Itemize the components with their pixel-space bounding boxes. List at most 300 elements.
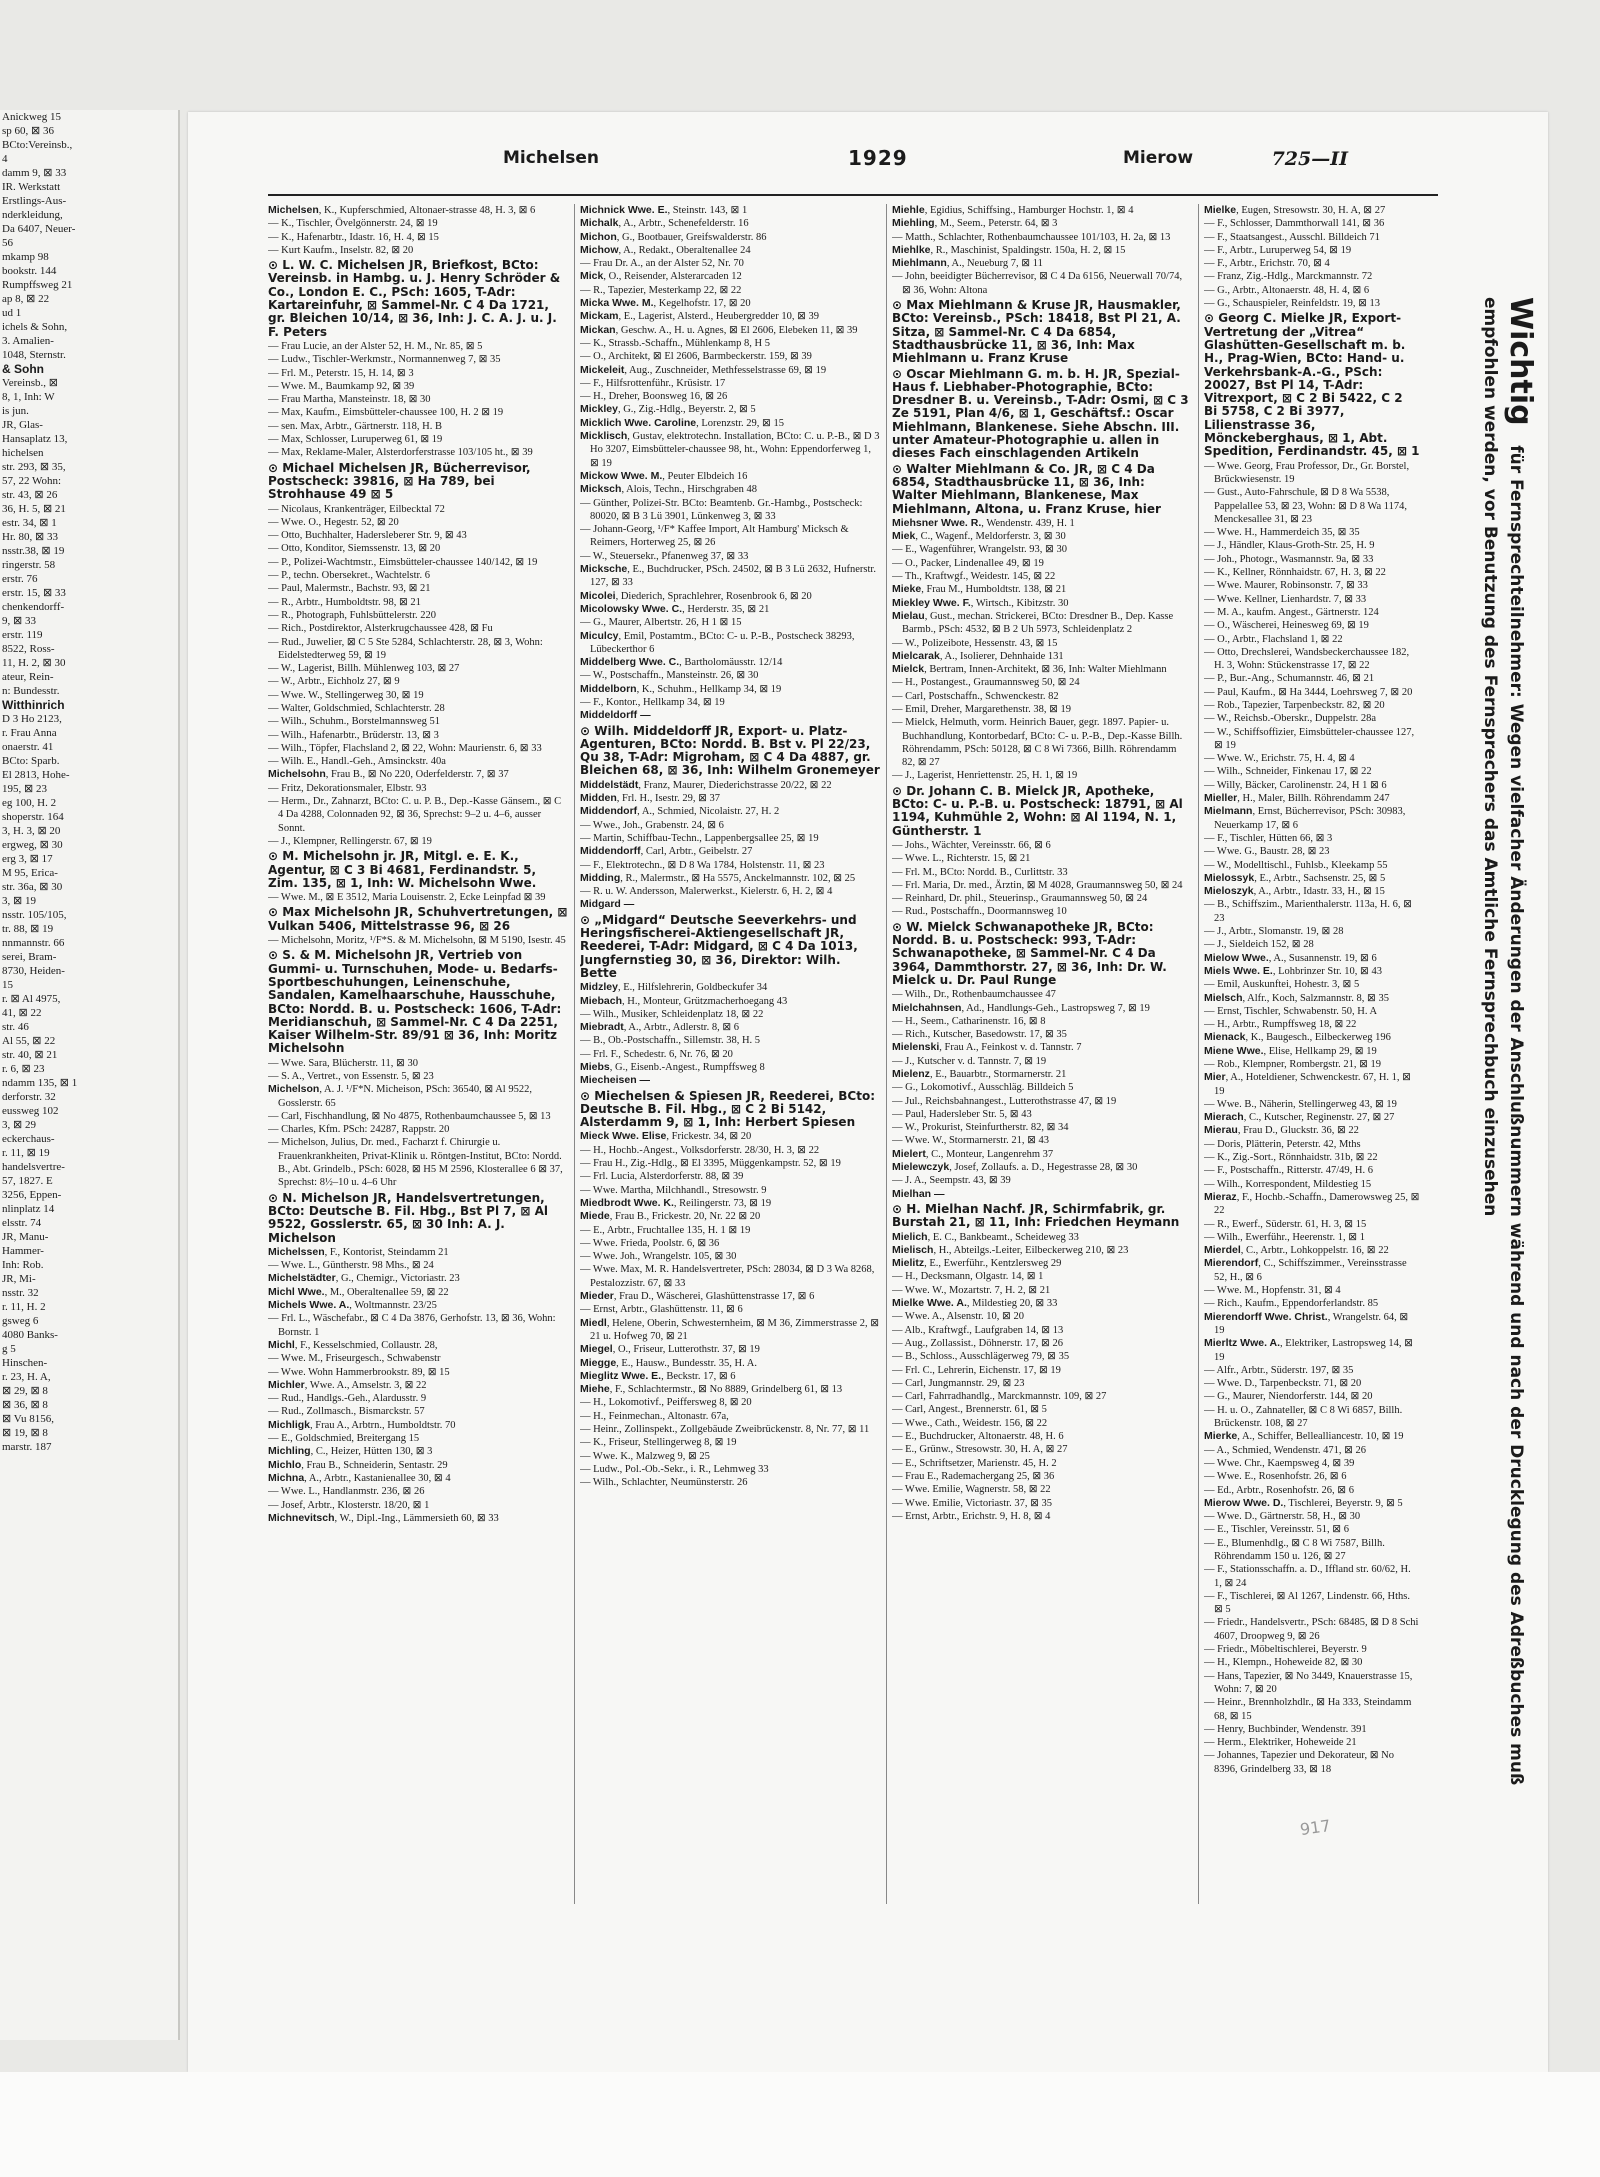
- directory-entry: — Wwe. Max, M. R. Handelsvertreter, PSch: 28034, ⊠ D 3 Wa 8268, Pestalozzistr. 67, ⊠ 33: [580, 1264, 875, 1289]
- directory-entry: — Wilh., Musiker, Schleidenplatz 18, ⊠ 22: [580, 1008, 764, 1020]
- directory-entry: — Wwe. Wohn Hammerbrookstr. 89, ⊠ 15: [268, 1366, 450, 1378]
- directory-entry: — F., Hilfsrottenführ., Krüsistr. 17: [580, 377, 726, 389]
- directory-entry: Mier, A., Hoteldiener, Schwenckestr. 67, H. 1, ⊠ 19: [1204, 1071, 1411, 1097]
- directory-entry: — W., Lagerist, Billh. Mühlenweg 103, ⊠ 27: [268, 663, 460, 675]
- directory-entry: — Günther, Polizei-Str. BCto: Beamtenb. Gr.-Hambg., Postscheck: 80020, ⊠ B 3 Lü 3901, Lünkenweg 3, ⊠ 33: [580, 497, 863, 522]
- directory-entry: — sen. Max, Arbtr., Gärtnerstr. 118, H. B: [268, 420, 443, 432]
- directory-entry: — R., Ewerf., Süderstr. 61, H. 3, ⊠ 15: [1204, 1218, 1367, 1230]
- directory-entry: — O., Arbtr., Flachsland 1, ⊠ 22: [1204, 633, 1343, 645]
- directory-entry: Micolowsky Wwe. C., Herderstr. 35, ⊠ 21: [580, 602, 770, 615]
- fragment-line: r. Frau Anna: [2, 727, 57, 739]
- directory-entry: — G., Arbtr., Altonaerstr. 48, H. 4, ⊠ 6: [1204, 284, 1370, 296]
- directory-entry: — Rich., Kaufm., Eppendorferlandstr. 85: [1204, 1298, 1379, 1310]
- directory-column-3: [892, 204, 1192, 1904]
- fragment-line: 8730, Heiden-: [2, 965, 65, 977]
- directory-entry: Miebach, H., Monteur, Grützmacherhoegang 43: [580, 994, 788, 1007]
- directory-entry: — Alfr., Arbtr., Süderstr. 197, ⊠ 35: [1204, 1364, 1354, 1376]
- fragment-line: 41, ⊠ 22: [2, 1007, 42, 1019]
- fragment-line: eg 100, H. 2: [2, 797, 57, 809]
- directory-entry: — Emil, Auskunftei, Hohestr. 3, ⊠ 5: [1204, 979, 1360, 991]
- directory-entry: — H., Seem., Catharinenstr. 16, ⊠ 8: [892, 1015, 1046, 1027]
- directory-entry: — Johann-Georg, ¹/F* Kaffee Import, Alt Hamburg' Micksch & Reimers, Horterweg 25, ⊠ 26: [580, 524, 849, 549]
- fragment-line: r. 23, H. A,: [2, 1371, 51, 1383]
- directory-entry: — Wwe. Martha, Milchhandl., Stresowstr. 9: [580, 1184, 767, 1196]
- directory-entry: — Wwe. L., Güntherstr. 98 Mhs., ⊠ 24: [268, 1260, 434, 1272]
- fragment-line: is jun.: [2, 405, 29, 417]
- fragment-line: eckerchaus-: [2, 1133, 55, 1145]
- directory-entry: — Wwe. E., Rosenhofstr. 26, ⊠ 6: [1204, 1471, 1347, 1483]
- fragment-line: Inh: Rob.: [2, 1259, 44, 1271]
- fragment-line: JR, Mi-: [2, 1273, 36, 1285]
- directory-entry: — Johannes, Tapezier und Dekorateur, ⊠ No 8396, Grindelberg 33, ⊠ 18: [1204, 1750, 1394, 1775]
- directory-entry: — Wwe. W., Stormarnerstr. 21, ⊠ 43: [892, 1135, 1050, 1147]
- directory-entry: Mierke, A., Schiffer, Bellealliancestr. 10, ⊠ 19: [1204, 1430, 1404, 1443]
- directory-entry: — R. u. W. Andersson, Malerwerkst., Kielerstr. 6, H. 2, ⊠ 4: [580, 886, 833, 898]
- directory-entry: — Friedr., Handelsvertr., PSch: 68485, ⊠ D 8 Schi 4607, Droopweg 9, ⊠ 26: [1204, 1617, 1419, 1642]
- directory-entry: — Matth., Schlachter, Rothenbaumchaussee 101/103, H. 2a, ⊠ 13: [892, 231, 1171, 243]
- directory-entry: Michow, A., Redakt., Oberaltenallee 24: [580, 243, 751, 256]
- directory-entry: — W., Steuersekr., Pfanenweg 37, ⊠ 33: [580, 550, 749, 562]
- fragment-line: ringerstr. 58: [2, 559, 56, 571]
- directory-entry: — Wwe. L., Handlanmstr. 236, ⊠ 26: [268, 1486, 425, 1498]
- directory-entry: — W., Postschaffn., Mansteinstr. 26, ⊠ 30: [580, 670, 759, 682]
- directory-entry: Mielenz, E., Bauarbtr., Stormarnerstr. 21: [892, 1068, 1067, 1080]
- fragment-line: tr. 88, ⊠ 19: [2, 923, 54, 935]
- directory-entry: Miegel, O., Friseur, Lutterothstr. 37, ⊠ 19: [580, 1343, 760, 1356]
- directory-entry: Mielisch, H., Abteilgs.-Leiter, Eilbeckerweg 210, ⊠ 23: [892, 1243, 1129, 1256]
- business-advertisement: ⊙ H. Mielhan Nachf. JR, Schirmfabrik, gr. Burstah 21, ⊠ 11, Inh: Friedchen Heymann: [892, 1201, 1180, 1230]
- directory-entry: — Wwe. Emilie, Victoriastr. 37, ⊠ 35: [892, 1497, 1053, 1509]
- directory-entry: Middelberg Wwe. C., Bartholomäusstr. 12/14: [580, 656, 783, 669]
- directory-entry: Micksch, Alois, Techn., Hirschgraben 48: [580, 483, 757, 496]
- directory-entry: — Johs., Wächter, Vereinsstr. 66, ⊠ 6: [892, 839, 1051, 851]
- fragment-line: erstr. 15, ⊠ 33: [2, 587, 66, 599]
- directory-entry: Miegge, E., Hausw., Bundesstr. 35, H. A.: [580, 1356, 757, 1369]
- fragment-line: bookstr. 144: [2, 265, 57, 277]
- directory-entry: — K., Strassb.-Schaffn., Mühlenkamp 8, H 5: [580, 337, 770, 349]
- fragment-line: nnmannstr. 66: [2, 937, 65, 949]
- directory-entry: Michlo, Frau B., Schneiderin, Sentastr. 29: [268, 1458, 448, 1471]
- directory-entry: — S. A., Vertret., von Essenstr. 5, ⊠ 23: [268, 1071, 434, 1082]
- business-advertisement: ⊙ Wilh. Middeldorff JR, Export- u. Platz-Agenturen, BCto: Nordd. B. Bst v. Pl 22/23, Qu 38, T-Adr: Migroham, ⊠ C 4 Da 4887, gr. Bleichen 68, ⊠ 36, Inh: Wilhelm Gronemeyer: [580, 723, 880, 778]
- directory-entry: — H., Hochb.-Angest., Volksdorferstr. 28/30, H. 3, ⊠ 22: [580, 1144, 820, 1156]
- fragment-line: erstr. 119: [2, 629, 43, 641]
- directory-entry: — G., Maurer, Albertstr. 26, H 1 ⊠ 15: [580, 617, 742, 629]
- directory-entry: Miehe, F., Schlachtermstr., ⊠ No 8889, Grindelberg 61, ⊠ 13: [580, 1383, 843, 1396]
- directory-entry: Mickan, Geschw. A., H. u. Agnes, ⊠ El 2606, Elebeken 11, ⊠ 39: [580, 323, 858, 336]
- directory-entry: — Paul, Malermstr., Bachstr. 93, ⊠ 21: [268, 583, 431, 595]
- column-divider: [886, 204, 887, 1904]
- directory-page: [188, 112, 1548, 2072]
- directory-entry: Miek, C., Wagenf., Meldorferstr. 3, ⊠ 30: [892, 530, 1066, 543]
- directory-entry: — K., Zig.-Sort., Rönnhaidstr. 31b, ⊠ 22: [1204, 1152, 1378, 1164]
- directory-entry: — J. A., Seempstr. 43, ⊠ 39: [892, 1175, 1011, 1187]
- directory-entry: Mielow Wwe., A., Susannenstr. 19, ⊠ 6: [1204, 951, 1377, 964]
- directory-entry: Miebs, G., Eisenb.-Angest., Rumpffsweg 8: [580, 1061, 765, 1073]
- directory-entry: Michler, Wwe. A., Amselstr. 3, ⊠ 22: [268, 1378, 427, 1391]
- directory-entry: Midding, R., Malermstr., ⊠ Ha 5575, Anckelmannstr. 102, ⊠ 25: [580, 871, 856, 884]
- directory-entry: — G., Schauspieler, Reinfeldstr. 19, ⊠ 13: [1204, 298, 1381, 310]
- fragment-line: serei, Bram-: [2, 951, 57, 963]
- directory-entry: Mickley, G., Zig.-Hdlg., Beyerstr. 2, ⊠ 5: [580, 403, 756, 416]
- directory-entry: — Frau H., Zig.-Hdlg., ⊠ El 3395, Müggenkampstr. 52, ⊠ 19: [580, 1158, 841, 1170]
- directory-entry: — Wwe. W., Mozartstr. 7, H. 2, ⊠ 21: [892, 1284, 1051, 1296]
- directory-entry: Midden, Frl. H., Isestr. 29, ⊠ 37: [580, 792, 721, 805]
- directory-entry: — J., Sieldeich 152, ⊠ 28: [1204, 939, 1314, 951]
- directory-entry: — R., Tapezier, Mesterkamp 22, ⊠ 22: [580, 284, 742, 296]
- directory-entry: — Herm., Dr., Zahnarzt, BCto: C. u. P. B., Dep.-Kasse Gänsem., ⊠ C 4 Da 4288, Colonnaden 92, ⊠ 36, Sprechst: 9–2 u. 4–6, ausser Sonnt.: [268, 796, 562, 834]
- directory-entry: — Heinr., Zollinspekt., Zollgebäude Zweibrückenstr. 8, Nr. 77, ⊠ 11: [580, 1424, 870, 1436]
- directory-entry: Michnevitsch, W., Dipl.-Ing., Lämmersieth 60, ⊠ 33: [268, 1511, 499, 1524]
- pencil-note: 917: [1298, 1815, 1332, 1840]
- fragment-line: Erstlings-Aus-: [2, 195, 67, 207]
- directory-entry: — H., Klempn., Hoheweide 82, ⊠ 30: [1204, 1657, 1363, 1669]
- directory-entry: — Wwe. Sara, Blücherstr. 11, ⊠ 30: [268, 1057, 418, 1069]
- directory-entry: Michon, G., Bootbauer, Greifswalderstr. 86: [580, 230, 767, 243]
- directory-entry: — Otto, Buchhalter, Hadersleberer Str. 9, ⊠ 43: [268, 530, 467, 542]
- business-advertisement: ⊙ Dr. Johann C. B. Mielck JR, Apotheke, BCto: C- u. P.-B. u. Postscheck: 18791, ⊠ Al 1194, Kuhmühle 2, Wohn: ⊠ Al 1194, N. 1, Güntherstr. 1: [892, 783, 1183, 838]
- directory-entry: — Wilh., Korrespondent, Mildestieg 15: [1204, 1178, 1372, 1190]
- directory-entry: — Wilh., Schlachter, Neumünsterstr. 26: [580, 1477, 748, 1489]
- directory-entry: — Frl. F., Schedestr. 6, Nr. 76, ⊠ 20: [580, 1048, 733, 1060]
- directory-entry: Mielewczyk, Josef, Zollaufs. a. D., Hegestrasse 28, ⊠ 30: [892, 1161, 1138, 1174]
- directory-entry: — Wwe. Chr., Kaempsweg 4, ⊠ 39: [1204, 1457, 1355, 1469]
- business-advertisement: ⊙ N. Michelson JR, Handelsvertretungen, BCto: Deutsche B. Fil. Hbg., Bst Pl 7, ⊠ Al 9522, Gosslerstr. 65, ⊠ 30 Inh: A. J. Michelson: [268, 1190, 548, 1245]
- fragment-line: 4: [2, 153, 8, 165]
- directory-entry: Miehlke, R., Maschinist, Spaldingstr. 150a, H. 2, ⊠ 15: [892, 243, 1126, 256]
- fragment-line: Al 55, ⊠ 22: [2, 1035, 56, 1047]
- fragment-line: shoperstr. 164: [2, 811, 64, 823]
- fragment-line: erstr. 76: [2, 573, 38, 585]
- directory-entry: — Paul, Hadersleber Str. 5, ⊠ 43: [892, 1108, 1032, 1120]
- directory-entry: Michna, A., Arbtr., Kastanienallee 30, ⊠ 4: [268, 1471, 451, 1484]
- directory-entry: — E., Tischler, Vereinsstr. 51, ⊠ 6: [1204, 1524, 1349, 1536]
- directory-entry: — J., Arbtr., Slomanstr. 19, ⊠ 28: [1204, 926, 1344, 938]
- directory-entry: — W., Modelltischl., Fuhlsb., Kleekamp 55: [1204, 859, 1388, 871]
- directory-entry: — Rob., Tapezier, Tarpenbeckstr. 82, ⊠ 20: [1204, 699, 1385, 711]
- fragment-line: ud 1: [2, 307, 22, 319]
- fragment-line: 195, ⊠ 23: [2, 783, 47, 795]
- directory-entry: — Carl, Postschaffn., Schwenckestr. 82: [892, 690, 1059, 702]
- fragment-line: Witthinrich: [2, 698, 65, 712]
- directory-entry: — Wwe. W., Stellingerweg 30, ⊠ 19: [268, 689, 424, 701]
- fragment-line: r. ⊠ Al 4975,: [2, 993, 61, 1005]
- directory-entry: Mierendorff Wwe. Christ., Wrangelstr. 64, ⊠ 19: [1204, 1310, 1409, 1336]
- directory-entry: Michnick Wwe. E., Steinstr. 143, ⊠ 1: [580, 204, 748, 216]
- fragment-line: nderkleidung,: [2, 209, 63, 221]
- header-last-name: Mierow: [1123, 148, 1194, 168]
- fragment-line: ndamm 135, ⊠ 1: [2, 1077, 78, 1089]
- fragment-line: Anickweg 15: [2, 111, 61, 123]
- directory-entry: — Hans, Tapezier, ⊠ No 3449, Knauerstrasse 15, Wohn: 7, ⊠ 20: [1204, 1670, 1413, 1695]
- directory-entry: — J., Händler, Klaus-Groth-Str. 25, H. 9: [1204, 540, 1375, 552]
- fragment-line: ⊠ Vu 8156,: [2, 1413, 55, 1425]
- fragment-line: hichelsen: [2, 447, 44, 459]
- directory-entry: — Wwe., Joh., Grabenstr. 24, ⊠ 6: [580, 819, 724, 831]
- directory-entry: — R., Arbtr., Humboldtstr. 98, ⊠ 21: [268, 596, 421, 608]
- directory-entry: Miehle, Egidius, Schiffsing., Hamburger Hochstr. 1, ⊠ 4: [892, 204, 1134, 216]
- business-advertisement: ⊙ Georg C. Mielke JR, Export-Vertretung der „Vitrea“ Glashütten-Gesellschaft m. b. H., Prag-Wien, BCto: Hand- u. Verkehrsbank-A.-G., PSch: 20027, Bst Pl 14, T-Adr: Vitrexport, ⊠ C 2 Bi 5422, C 2 Bi 5758, C 2 Bi 3977, Lilienstrasse 36, Mönckeberghaus, ⊠ 1, Abt. Spedition, Ferdinandstr. 45, ⊠ 1: [1204, 311, 1420, 459]
- notice-title: Wichtig: [1503, 297, 1538, 426]
- directory-entry: Mielsch, Alfr., Koch, Salzmannstr. 8, ⊠ 35: [1204, 991, 1389, 1004]
- directory-entry: — Joh., Photogr., Wasmannstr. 9a, ⊠ 33: [1204, 553, 1374, 565]
- directory-entry: Michelssen, F., Kontorist, Steindamm 21: [268, 1245, 449, 1258]
- directory-entry: — Wwe. Kellner, Lienhardstr. 7, ⊠ 33: [1204, 593, 1367, 605]
- directory-entry: — H., Feinmechan., Altonastr. 67a,: [580, 1410, 729, 1422]
- directory-entry: — Frl. C., Lehrerin, Eichenstr. 17, ⊠ 19: [892, 1364, 1061, 1376]
- fragment-line: Hr. 80, ⊠ 33: [2, 531, 58, 543]
- directory-entry: — Michelsohn, Moritz, ¹/F*S. & M. Michelsohn, ⊠ M 5190, Isestr. 45: [268, 935, 566, 947]
- directory-entry: Mieglitz Wwe. E., Beckstr. 17, ⊠ 6: [580, 1369, 736, 1382]
- directory-entry: Mielitz, E., Ewerführ., Kentzlersweg 29: [892, 1257, 1062, 1270]
- directory-entry: Miehlmann, A., Neueburg 7, ⊠ 11: [892, 257, 1043, 270]
- directory-entry: — F., Kontor., Hellkamp 34, ⊠ 19: [580, 696, 725, 708]
- directory-entry: — J., Lagerist, Henriettenstr. 25, H. 1, ⊠ 19: [892, 770, 1078, 782]
- directory-entry: Mielenski, Frau A., Feinkost v. d. Tannstr. 7: [892, 1041, 1082, 1054]
- fragment-line: 3. Amalien-: [2, 335, 54, 347]
- directory-entry: — Friedr., Möbeltischlerei, Beyerstr. 9: [1204, 1644, 1367, 1656]
- directory-column-2: [580, 204, 880, 1904]
- directory-entry: — H., Arbtr., Rumpffsweg 18, ⊠ 22: [1204, 1019, 1357, 1031]
- directory-entry: — Doris, Plätterin, Peterstr. 42, Mths: [1204, 1138, 1361, 1150]
- directory-entry: Michelsohn, Frau B., ⊠ No 220, Oderfelderstr. 7, ⊠ 37: [268, 768, 509, 781]
- fragment-line: Da 6407, Neuer-: [2, 223, 76, 235]
- fragment-line: r. 6, ⊠ 23: [2, 1063, 45, 1075]
- directory-entry: — Wwe. D., Gärtnerstr. 58, H., ⊠ 30: [1204, 1511, 1361, 1523]
- directory-entry: — Heinr., Brennholzhdlr., ⊠ Ha 333, Steindamm 68, ⊠ 15: [1204, 1697, 1412, 1722]
- directory-entry: — Wwe. H., Hammerdeich 35, ⊠ 35: [1204, 527, 1360, 539]
- business-advertisement: ⊙ Max Miehlmann & Kruse JR, Hausmakler, BCto: Vereinsb., PSch: 18418, Bst Pl 21, A. Sitza, ⊠ Sammel-Nr. C 4 Da 6854, Stadthausbrücke 11, ⊠ 36, Inh: Max Miehlmann u. Franz Kruse: [892, 298, 1181, 366]
- business-advertisement: ⊙ „Midgard“ Deutsche Seeverkehrs- und Heringsfischerei-Aktiengesellschaft JR, Reederei, T-Adr: Midgard, ⊠ C 4 Da 1013, Jungfernstieg 30, ⊠ 36, Direktor: Wilh. Bette: [580, 912, 858, 980]
- directory-entry: Michl Wwe., M., Oberaltenallee 59, ⊠ 22: [268, 1285, 449, 1298]
- header-first-name: Michelsen: [503, 148, 600, 168]
- business-advertisement: ⊙ Miechelsen & Spiesen JR, Reederei, BCto: Deutsche B. Fil. Hbg., ⊠ C 2 Bi 5142, Alsterdamm 9, ⊠ 1, Inh: Herbert Spiesen: [580, 1088, 876, 1130]
- directory-entry: — F., Postschaffn., Ritterstr. 47/49, H. 6: [1204, 1165, 1374, 1177]
- directory-entry: — Walter, Goldschmied, Schlachterstr. 28: [268, 702, 445, 714]
- directory-entry: — Kurt Kaufm., Inselstr. 82, ⊠ 20: [268, 244, 414, 256]
- directory-entry: Mierau, Frau D., Gluckstr. 36, ⊠ 22: [1204, 1124, 1359, 1137]
- directory-entry: — K., Friseur, Stellingerweg 8, ⊠ 19: [580, 1437, 737, 1449]
- directory-entry: — Ernst, Arbtr., Erichstr. 9, H. 8, ⊠ 4: [892, 1510, 1051, 1522]
- directory-entry: — W., Arbtr., Eichholz 27, ⊠ 9: [268, 676, 400, 688]
- fragment-line: nsstr. 32: [2, 1287, 39, 1299]
- directory-entry: — Rob., Klempner, Rombergstr. 21, ⊠ 19: [1204, 1059, 1382, 1070]
- directory-entry: — Jul., Reichsbahnangest., Lutterothstrasse 47, ⊠ 19: [892, 1095, 1117, 1107]
- directory-entry: Miecheisen —: [580, 1074, 651, 1087]
- directory-entry: Middeldorff —: [580, 709, 651, 722]
- directory-entry: — F., Schlosser, Dammthorwall 141, ⊠ 36: [1204, 218, 1385, 230]
- fragment-line: onaerstr. 41: [2, 741, 54, 753]
- directory-entry: Mielau, Gust., mechan. Strickerei, BCto: Dresdner B., Dep. Kasse Barmb., PSch: 4532, ⊠ B 2 Uh 5973, Schleidenplatz 2: [892, 609, 1174, 636]
- directory-entry: — Alb., Kraftwgf., Laufgraben 14, ⊠ 13: [892, 1324, 1064, 1336]
- fragment-line: handelsvertre-: [2, 1161, 65, 1173]
- directory-entry: Mielert, C., Monteur, Langenrehm 37: [892, 1147, 1054, 1160]
- directory-entry: Miedl, Helene, Oberin, Schwesternheim, ⊠ M 36, Zimmerstrasse 2, ⊠ 21 u. Hofweg 70, ⊠ 21: [580, 1316, 880, 1342]
- directory-entry: — E., Blumenhdlg., ⊠ C 8 Wi 7587, Billh. Röhrendamm 150 u. 126, ⊠ 27: [1204, 1537, 1385, 1562]
- directory-entry: — H., Postangest., Graumannsweg 50, ⊠ 24: [892, 677, 1080, 689]
- directory-entry: — Frl. L., Wäschefabr., ⊠ C 4 Da 3876, Gerhofstr. 13, ⊠ 36, Wohn: Bornstr. 1: [268, 1313, 556, 1338]
- directory-entry: Miels Wwe. E., Lohbrinzer Str. 10, ⊠ 43: [1204, 964, 1382, 977]
- directory-entry: Mierow Wwe. D., Tischlerei, Beyerstr. 9, ⊠ 5: [1204, 1496, 1403, 1509]
- directory-entry: — B., Schloss., Ausschlägerweg 79, ⊠ 35: [892, 1351, 1070, 1363]
- page-margin: [0, 2072, 1600, 2177]
- fragment-line: mkamp 98: [2, 251, 49, 263]
- directory-entry: Middelstädt, Franz, Maurer, Diederichstrasse 20/22, ⊠ 22: [580, 778, 832, 791]
- directory-entry: — F., Elektrotechn., ⊠ D 8 Wa 1784, Holstenstr. 11, ⊠ 23: [580, 859, 825, 871]
- directory-entry: — Frau Martha, Mansteinstr. 18, ⊠ 30: [268, 394, 431, 406]
- directory-entry: — Carl, Fischhandlung, ⊠ No 4875, Rothenbaumchaussee 5, ⊠ 13: [268, 1110, 551, 1122]
- adjacent-page-fragment: [0, 110, 180, 2040]
- directory-entry: — F., Arbtr., Erichstr. 70, ⊠ 4: [1204, 258, 1330, 270]
- directory-entry: — E., Grünw., Stresowstr. 30, H. A, ⊠ 27: [892, 1444, 1068, 1456]
- fragment-line: 3, ⊠ 29: [2, 1119, 36, 1131]
- directory-entry: Michalk, A., Arbtr., Schenefelderstr. 16: [580, 217, 749, 230]
- directory-entry: — Gust., Auto-Fahrschule, ⊠ D 8 Wa 5538, Pappelallee 53, ⊠ 23, Wohn: ⊠ D 8 Wa 1174, Menckesallee 31, ⊠ 23: [1204, 487, 1408, 525]
- directory-entry: — Ludw., Tischler-Werkmstr., Normannenweg 7, ⊠ 35: [268, 354, 501, 366]
- directory-entry: Midzley, E., Hilfslehrerin, Goldbeckufer 34: [580, 981, 768, 994]
- directory-entry: — Max, Reklame-Maler, Alsterdorferstrasse 103/105 ht., ⊠ 39: [268, 447, 533, 459]
- directory-entry: — Max, Kaufm., Eimsbütteler-chaussee 100, H. 2 ⊠ 19: [268, 407, 504, 419]
- directory-entry: — Josef, Arbtr., Klosterstr. 18/20, ⊠ 1: [268, 1499, 430, 1511]
- business-advertisement: ⊙ S. & M. Michelsohn JR, Vertrieb von Gummi- u. Turnschuhen, Mode- u. Bedarfs-Sportbeschuhungen, Leinenschuhe, Sandalen, Kamelhaarschuhe, Hausschuhe, BCto: Nordd. B. u. Postscheck: 1606, T-Adr: Meridianschuh, ⊠ Sammel-Nr. C 4 Da 2251, Kaiser Wilhelm-Str. 89/91 ⊠ 36, Inh: Moritz Michelsohn: [268, 948, 562, 1056]
- fragment-line: BCto:Vereinsb.,: [2, 139, 73, 151]
- fragment-line: nsstr. 105/105,: [2, 909, 67, 921]
- page-header: [188, 148, 1548, 178]
- business-advertisement: ⊙ Max Michelsohn JR, Schuhvertretungen, ⊠ Vulkan 5406, Mittelstrasse 96, ⊠ 26: [268, 905, 568, 933]
- fragment-line: Hammer-: [2, 1245, 44, 1257]
- directory-entry: Mielhan —: [892, 1187, 945, 1200]
- fragment-line: nlinplatz 14: [2, 1203, 55, 1215]
- directory-entry: — Wilh., Schneider, Finkenau 17, ⊠ 22: [1204, 766, 1372, 778]
- directory-entry: Mielossyk, E., Arbtr., Sachsenstr. 25, ⊠ 5: [1204, 871, 1386, 884]
- directory-entry: — Wwe. D., Tarpenbeckstr. 71, ⊠ 20: [1204, 1378, 1362, 1390]
- directory-entry: Miehling, M., Seem., Peterstr. 64, ⊠ 3: [892, 217, 1058, 230]
- fragment-line: sp 60, ⊠ 36: [2, 125, 54, 137]
- directory-entry: — K., Tischler, Övelgönnerstr. 24, ⊠ 19: [268, 218, 438, 230]
- directory-entry: — Willy, Bäcker, Carolinenstr. 24, H 1 ⊠ 6: [1204, 779, 1387, 791]
- directory-entry: — B., Schiffszim., Marienthalerstr. 113a, H. 6, ⊠ 23: [1204, 899, 1412, 924]
- directory-entry: Mierdel, C., Arbtr., Lohkoppelstr. 16, ⊠ 22: [1204, 1244, 1389, 1257]
- directory-entry: — Emil, Dreher, Margarethenstr. 38, ⊠ 19: [892, 703, 1072, 715]
- directory-entry: Mieraz, F., Hochb.-Schaffn., Damerowsweg 25, ⊠ 22: [1204, 1190, 1420, 1217]
- column-divider: [574, 204, 575, 1904]
- directory-entry: — H. u. O., Zahnateller, ⊠ C 8 Wi 6857, Billh. Brückenstr. 108, ⊠ 27: [1204, 1404, 1403, 1430]
- directory-entry: — Rud., Handlgs.-Geh., Alardusstr. 9: [268, 1393, 427, 1405]
- telephone-notice: [1428, 297, 1538, 1857]
- fragment-line: 3, H. 3, ⊠ 20: [2, 825, 61, 837]
- directory-entry: Michelstädter, G., Chemigr., Victoriastr. 23: [268, 1272, 460, 1285]
- directory-entry: — Wwe. Frieda, Poolstr. 6, ⊠ 36: [580, 1237, 720, 1249]
- fragment-line: r. 11, ⊠ 19: [2, 1147, 50, 1159]
- directory-entry: — Charles, Kfm. PSch: 24287, Rappstr. 20: [268, 1124, 450, 1136]
- directory-entry: — John, beeidigter Bücherrevisor, ⊠ C 4 Da 6156, Neuerwall 70/74, ⊠ 36, Wohn: Altona: [892, 271, 1183, 296]
- directory-entry: — Frau Dr. A., an der Alster 52, Nr. 70: [580, 258, 744, 270]
- business-advertisement: ⊙ Oscar Miehlmann G. m. b. H. JR, Spezial-Haus f. Liebhaber-Photographie, BCto: Dresdner B. u. Vereinsb., T-Adr: Osmi, ⊠ C 3 Ze 5191, Plan 4/6, ⊠ 1, Geschäftsf.: Oscar Miehlmann, Blankenese. Siehe Abschn. III. unter Amateur-Photographie u. allen in dieses Fach einschlagenden Artikeln: [892, 366, 1189, 461]
- directory-entry: — Frl. Lucia, Alsterdorferstr. 88, ⊠ 39: [580, 1171, 744, 1183]
- directory-entry: — W., Schiffsoffizier, Eimsbütteler-chaussee 127, ⊠ 19: [1204, 726, 1415, 751]
- directory-entry: — Wwe. M., ⊠ E 3512, Maria Louisenstr. 2, Ecke Leinpfad ⊠ 39: [268, 892, 546, 904]
- directory-entry: — Wwe. Joh., Wrangelstr. 105, ⊠ 30: [580, 1251, 737, 1263]
- directory-entry: — W., Reichsb.-Oberskr., Duppelstr. 28a: [1204, 713, 1377, 725]
- fragment-line: 9, ⊠ 33: [2, 615, 36, 627]
- fragment-line: Hinschen-: [2, 1357, 48, 1369]
- directory-entry: — Wwe., Cath., Weidestr. 156, ⊠ 22: [892, 1417, 1048, 1429]
- directory-entry: — Frau Lucie, an der Alster 52, H. M., Nr. 85, ⊠ 5: [268, 340, 483, 352]
- directory-entry: — G., Lokomotivf., Ausschläg. Billdeich 5: [892, 1082, 1074, 1094]
- directory-entry: Mielich, E. C., Bankbeamt., Scheideweg 33: [892, 1230, 1079, 1243]
- directory-entry: Miede, Frau B., Frickestr. 20, Nr. 22 ⊠ 20: [580, 1210, 761, 1223]
- fragment-line: 8, 1, Inh: W: [2, 391, 55, 403]
- directory-entry: — F., Tischlerei, ⊠ Al 1267, Lindenstr. 66, Hths. ⊠ 5: [1204, 1590, 1411, 1616]
- fragment-line: M 95, Erica-: [2, 867, 58, 879]
- directory-entry: — Aug., Zollassist., Döhnerstr. 17, ⊠ 26: [892, 1337, 1063, 1349]
- directory-entry: — Wwe. B., Näherin, Stellingerweg 43, ⊠ 19: [1204, 1098, 1397, 1110]
- directory-entry: — Wwe. M., Friseurgesch., Schwabenstr: [268, 1353, 441, 1365]
- directory-entry: — K., Hafenarbtr., Idastr. 16, H. 4, ⊠ 15: [268, 231, 439, 243]
- fragment-line: gsweg 6: [2, 1315, 39, 1327]
- fragment-line: nsstr.38, ⊠ 19: [2, 545, 65, 557]
- directory-entry: — P., Bur.-Ang., Schumannstr. 46, ⊠ 21: [1204, 673, 1375, 685]
- fragment-line: str. 46: [2, 1021, 29, 1033]
- directory-entry: — Wwe. Georg, Frau Professor, Dr., Gr. Borstel, Brückwiesenstr. 19: [1204, 460, 1410, 485]
- fragment-line: 56: [2, 237, 13, 249]
- directory-entry: Mielke Wwe. A., Mildestieg 20, ⊠ 33: [892, 1297, 1058, 1310]
- directory-entry: — E., Wagenführer, Wrangelstr. 93, ⊠ 30: [892, 544, 1067, 556]
- directory-entry: — Frau E., Rademachergang 25, ⊠ 36: [892, 1470, 1055, 1482]
- directory-entry: — Ludw., Pol.-Ob.-Sekr., i. R., Lehmweg 33: [580, 1463, 769, 1475]
- directory-entry: Middendorff, Carl, Arbtr., Geibelstr. 27: [580, 845, 753, 858]
- directory-entry: — G., Maurer, Niendorferstr. 144, ⊠ 20: [1204, 1391, 1373, 1403]
- header-page-number: 725—II: [1271, 148, 1348, 170]
- directory-entry: — Rud., Postschaffn., Doormannsweg 10: [892, 906, 1067, 918]
- directory-entry: Mielchahnsen, Ad., Handlungs-Geh., Lastropsweg 7, ⊠ 19: [892, 1001, 1150, 1014]
- directory-entry: — P., Polizei-Wachtmstr., Eimsbütteler-chaussee 140/142, ⊠ 19: [268, 556, 538, 568]
- directory-entry: Miedbrodt Wwe. K., Reilingerstr. 73, ⊠ 19: [580, 1196, 772, 1209]
- directory-entry: — Wilh., Ewerführ., Heerenstr. 1, ⊠ 1: [1204, 1231, 1365, 1243]
- directory-entry: — Franz, Zig.-Hdlg., Marckmannstr. 72: [1204, 271, 1373, 283]
- directory-entry: — Carl, Fahrradhandlg., Marckmannstr. 109, ⊠ 27: [892, 1391, 1107, 1403]
- fragment-line: r. 11, H. 2: [2, 1301, 46, 1313]
- directory-entry: — Wilh., Töpfer, Flachsland 2, ⊠ 22, Wohn: Maurienstr. 6, ⊠ 33: [268, 742, 542, 754]
- directory-entry: — Fritz, Dekorationsmaler, Elbstr. 93: [268, 782, 427, 794]
- fragment-line: Rumpffsweg 21: [2, 279, 73, 291]
- directory-entry: Miekley Wwe. F., Wirtsch., Kibitzstr. 30: [892, 596, 1069, 609]
- directory-entry: — O., Packer, Lindenallee 49, ⊠ 19: [892, 557, 1044, 569]
- directory-entry: Miculcy, Emil, Postamtm., BCto: C- u. P.-B., Postscheck 38293, Lübeckerthor 6: [580, 629, 855, 655]
- directory-entry: — Frl. M., BCto: Nordd. B., Curlittstr. 33: [892, 866, 1068, 878]
- directory-entry: Michelson, A. J. ¹/F*N. Micheison, PSch: 36540, ⊠ Al 9522, Gosslerstr. 65: [268, 1083, 532, 1109]
- directory-entry: Mieder, Frau D., Wäscherei, Glashüttenstrasse 17, ⊠ 6: [580, 1290, 815, 1303]
- directory-entry: Mierendorf, C., Schiffszimmer., Vereinsstrasse 52, H., ⊠ 6: [1204, 1257, 1407, 1283]
- fragment-line: ichels & Sohn,: [2, 321, 68, 333]
- directory-entry: — F., Stationsschaffn. a. D., Iffland str. 60/62, H. 1, ⊠ 24: [1204, 1564, 1411, 1589]
- directory-entry: Middelborn, K., Schuhm., Hellkamp 34, ⊠ 19: [580, 682, 782, 695]
- fragment-line: Vereinsb., ⊠: [2, 377, 58, 389]
- fragment-line: 4080 Banks-: [2, 1329, 58, 1341]
- directory-entry: Michels Wwe. A., Woltmannstr. 23/25: [268, 1299, 437, 1312]
- directory-entry: Mierach, C., Kutscher, Reginenstr. 27, ⊠ 27: [1204, 1111, 1395, 1124]
- directory-entry: — O., Wäscherei, Heinesweg 69, ⊠ 19: [1204, 620, 1369, 632]
- fragment-line: D 3 Ho 2123,: [2, 713, 62, 725]
- directory-entry: — Rud., Zollmasch., Bismarckstr. 57: [268, 1406, 425, 1418]
- directory-entry: Micka Wwe. M., Kegelhofstr. 17, ⊠ 20: [580, 297, 751, 310]
- fragment-line: & Sohn: [2, 362, 44, 376]
- directory-entry: — M. A., kaufm. Angest., Gärtnerstr. 124: [1204, 606, 1379, 618]
- directory-entry: — Herm., Elektriker, Hoheweide 21: [1204, 1737, 1357, 1749]
- directory-entry: — Rich., Kutscher, Basedowstr. 17, ⊠ 35: [892, 1029, 1067, 1041]
- directory-entry: — Wwe. K., Malzweg 9, ⊠ 25: [580, 1450, 710, 1462]
- fragment-line: 1048, Sternstr.: [2, 349, 66, 361]
